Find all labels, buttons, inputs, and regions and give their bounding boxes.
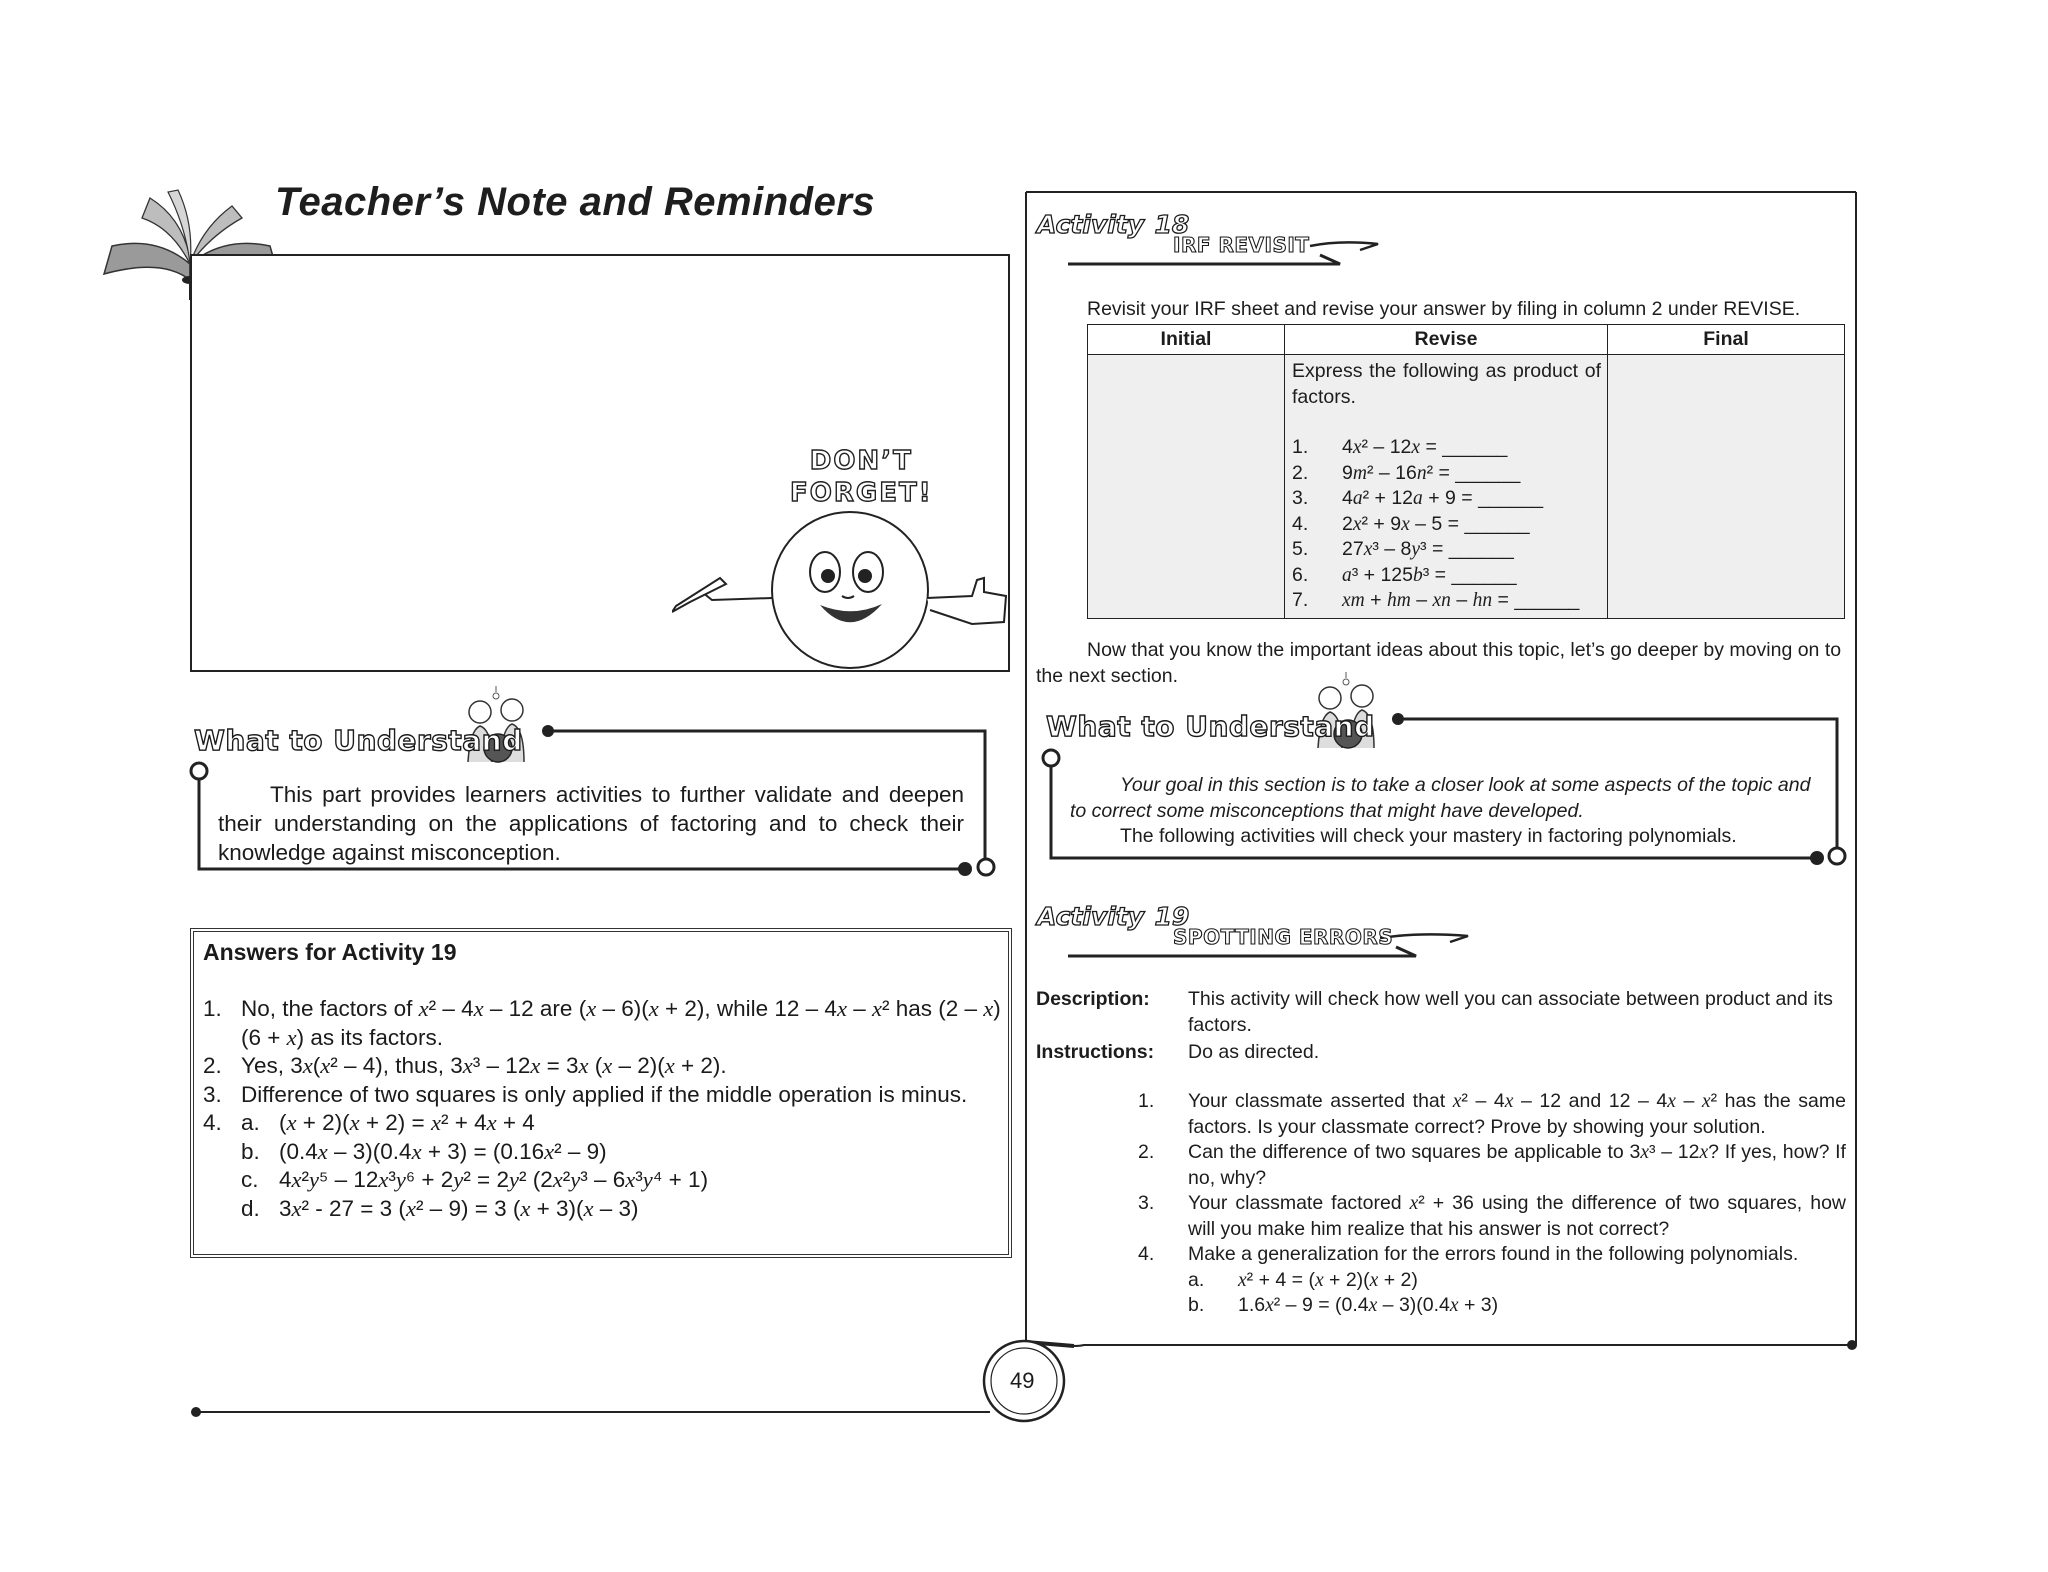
irf-header-revise: Revise: [1285, 325, 1608, 355]
dont-forget-line-1: DON’T: [809, 446, 913, 476]
answer-sub-item: [203, 1195, 1003, 1224]
activity-18-after-text: Now that you know the important ideas about this topic, let’s go deeper by moving on to the next section.: [1036, 639, 1842, 687]
error-item-number: 2.: [1138, 1141, 1155, 1163]
irf-initial-cell[interactable]: [1088, 355, 1285, 619]
revise-item: [1292, 486, 1601, 512]
answer-sub-text: 4x²y⁵ – 12x³y⁶ + 2y² = 2y² (2x²y³ – 6x³y⁴ + 1): [279, 1167, 709, 1192]
dont-forget-line-2: FORGET!: [790, 478, 933, 508]
answer-text: Yes, 3x(x² – 4), thus, 3x³ – 12x = 3x (x – 2)(x + 2).: [241, 1053, 727, 1078]
revise-item-number: 2.: [1292, 461, 1309, 484]
revise-item-text: 9m² – 16n² = ______: [1342, 461, 1521, 484]
revise-item: [1292, 588, 1601, 614]
error-item: [1138, 1191, 1846, 1242]
answer-sub-item: [203, 1138, 1003, 1167]
activity-19-subtitle: SPOTTING ERRORS: [1173, 925, 1394, 949]
revise-item-number: 3.: [1292, 487, 1309, 509]
answers-title: Answers for Activity 19: [203, 939, 457, 965]
revise-item-text: 4a² + 12a + 9 = ______: [1342, 487, 1544, 509]
error-item-number: 4.: [1138, 1243, 1155, 1265]
activity-number: 19: [1154, 902, 1190, 931]
smiley-mascot-icon: [672, 500, 1012, 680]
answer-number: 1.: [203, 996, 222, 1021]
answer-number: 4.: [203, 1110, 222, 1135]
error-sub-item: [1138, 1293, 1846, 1319]
answer-item: [203, 995, 1003, 1052]
activity-19-heading: [1037, 902, 1189, 931]
answer-sub-letter: c.: [241, 1167, 259, 1192]
irf-final-cell[interactable]: [1608, 355, 1845, 619]
instructions-row: [1036, 1040, 1846, 1066]
description-row: [1036, 987, 1846, 1038]
instructions-label: Instructions:: [1036, 1041, 1155, 1063]
answer-sub-text: (0.4x – 3)(0.4x + 3) = (0.16x² – 9): [279, 1138, 607, 1164]
error-item: [1138, 1242, 1846, 1268]
revise-item: [1292, 435, 1601, 461]
right-what-to-understand-label: What to Understand: [1046, 710, 1375, 743]
irf-table-header-row: [1088, 325, 1845, 355]
revise-item-number: 5.: [1292, 538, 1309, 560]
right-what-to-understand-followup: The following activities will check your mastery in factoring polynomials.: [1120, 825, 1737, 847]
activity-18-instruction: Revisit your IRF sheet and revise your answer by filing in column 2 under REVISE.: [1087, 298, 1801, 320]
answer-sub-text: (x + 2)(x + 2) = x² + 4x + 4: [279, 1110, 535, 1135]
error-sub-text: 1.6x² – 9 = (0.4x – 3)(0.4x + 3): [1238, 1294, 1499, 1316]
error-item-number: 1.: [1138, 1090, 1155, 1112]
answer-sub-item: [203, 1166, 1003, 1195]
revise-item-number: 1.: [1292, 436, 1309, 458]
answer-item: [203, 1081, 1003, 1110]
revise-item: [1292, 461, 1601, 487]
teacher-note-title: Teacher’s Note and Reminders: [275, 180, 876, 224]
answer-item: [203, 1052, 1003, 1081]
activity-number: 18: [1154, 210, 1190, 239]
error-item: [1138, 1140, 1846, 1191]
irf-table-row: [1088, 355, 1845, 619]
revise-item: [1292, 563, 1601, 589]
left-what-to-understand-text: This part provides learners activities to further validate and deepen their understanding on the applications of factoring and to check their knowledge against misconception.: [218, 782, 964, 865]
error-sub-item: [1138, 1268, 1846, 1294]
answer-sub-letter: d.: [241, 1195, 260, 1221]
answer-item: [203, 1109, 1003, 1138]
irf-table: [1087, 324, 1845, 619]
answer-number: 2.: [203, 1053, 222, 1078]
answers-list: [203, 995, 1003, 1223]
left-what-to-understand-label: What to Understand: [194, 724, 523, 757]
answer-sub-letter: a.: [241, 1110, 260, 1135]
revise-item: [1292, 512, 1601, 538]
irf-revise-cell[interactable]: [1285, 355, 1608, 619]
revise-item-text: 4x² – 12x = ______: [1342, 436, 1508, 458]
revise-item-number: 4.: [1292, 512, 1309, 535]
error-item-text: Your classmate factored x² + 36 using the difference of two squares, how will you make him realize that his answer is not correct?: [1188, 1192, 1846, 1240]
error-item-text: Your classmate asserted that x² – 4x – 12 and 12 – 4x – x² has the same factors. Is your classmate correct? Prove by showing your solution.: [1188, 1090, 1846, 1138]
revise-intro: Express the following as product of factors.: [1292, 360, 1601, 408]
revise-item: [1292, 537, 1601, 563]
error-item-text: Can the difference of two squares be applicable to 3x³ – 12x? If yes, how? If no, why?: [1188, 1141, 1846, 1189]
answer-number: 3.: [203, 1081, 222, 1107]
activity-18-subtitle: IRF REVISIT: [1173, 233, 1310, 257]
answer-text: No, the factors of x² – 4x – 12 are (x – 6)(x + 2), while 12 – 4x – x² has (2 – x)(6 + x) as its factors.: [241, 996, 1001, 1050]
answer-sub-text: 3x² - 27 = 3 (x² – 9) = 3 (x + 3)(x – 3): [279, 1195, 639, 1221]
activity-label: Activity: [1037, 210, 1145, 239]
error-item-text: Make a generalization for the errors found in the following polynomials.: [1188, 1243, 1799, 1265]
description-text: This activity will check how well you can associate between product and its factors.: [1188, 988, 1833, 1036]
revise-item-text: 2x² + 9x – 5 = ______: [1342, 512, 1530, 535]
answer-sub-letter: b.: [241, 1138, 260, 1164]
revise-item-number: 6.: [1292, 563, 1309, 586]
activity-label: Activity: [1037, 902, 1145, 931]
error-sub-text: x² + 4 = (x + 2)(x + 2): [1238, 1268, 1418, 1291]
revise-item-number: 7.: [1292, 589, 1309, 611]
error-sub-letter: a.: [1188, 1268, 1205, 1291]
activity-18-heading: [1037, 210, 1189, 239]
error-item-number: 3.: [1138, 1192, 1155, 1214]
instructions-text: Do as directed.: [1188, 1041, 1320, 1063]
error-sub-letter: b.: [1188, 1294, 1205, 1316]
irf-header-initial: Initial: [1088, 325, 1285, 355]
activity-19-description-block: [1036, 987, 1846, 1066]
revise-item-text: xm + hm – xn – hn = ______: [1342, 589, 1580, 611]
irf-header-final: Final: [1608, 325, 1845, 355]
description-label: Description:: [1036, 988, 1150, 1010]
revise-item-text: 27x³ – 8y³ = ______: [1342, 538, 1514, 560]
activity-19-items: [1138, 1089, 1846, 1319]
revise-item-text: a³ + 125b³ = ______: [1342, 563, 1517, 586]
page-number: 49: [1010, 1368, 1035, 1393]
error-item: [1138, 1089, 1846, 1140]
answer-text: Difference of two squares is only applied if the middle operation is minus.: [241, 1081, 968, 1107]
right-what-to-understand-goal: Your goal in this section is to take a closer look at some aspects of the topic and to correct some misconceptions that might have developed.: [1070, 774, 1811, 822]
